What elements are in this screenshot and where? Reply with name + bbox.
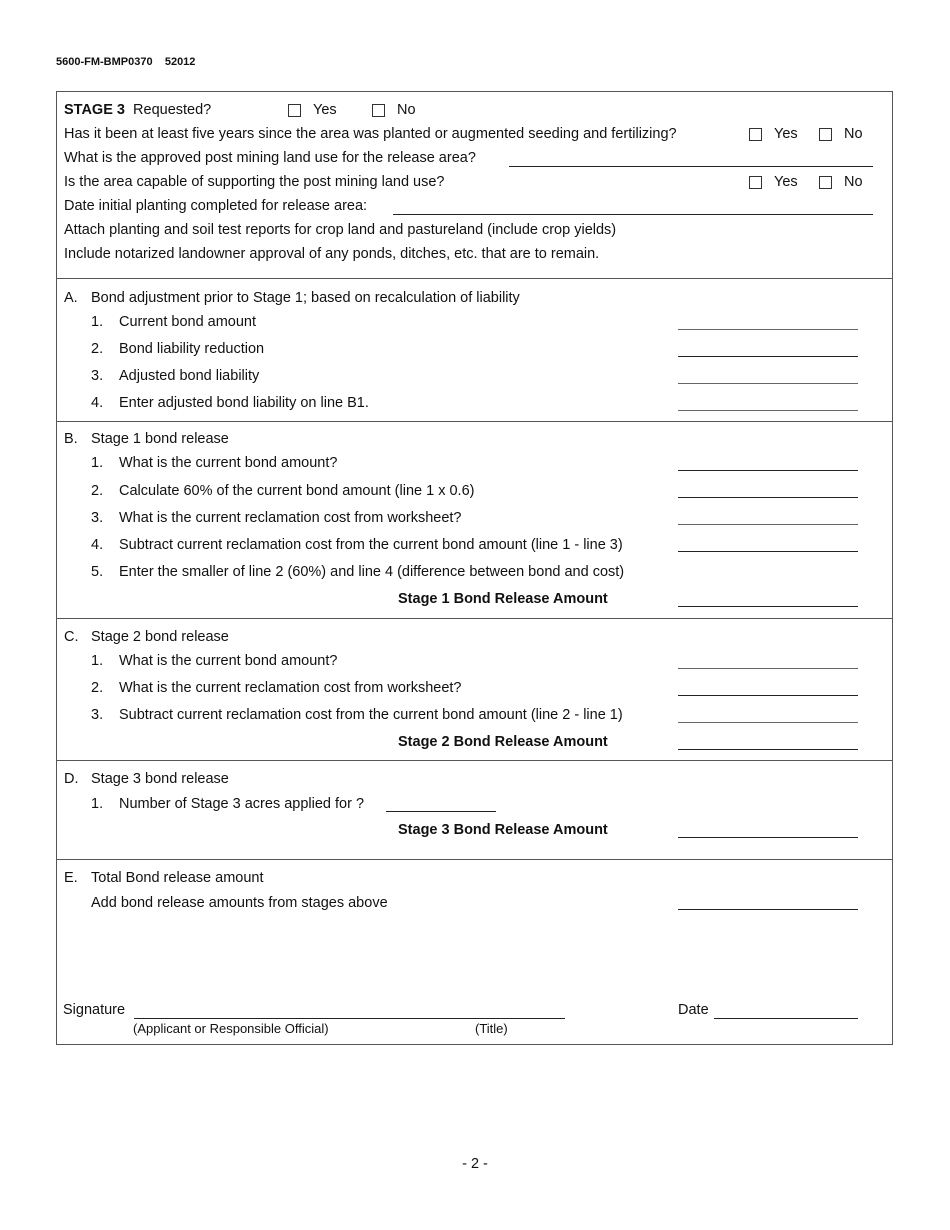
five-years-yes-checkbox[interactable] — [749, 128, 762, 141]
divider — [56, 421, 893, 422]
section-e-letter: E. — [64, 870, 78, 886]
a3-text: Adjusted bond liability — [119, 368, 260, 384]
date-field[interactable] — [714, 1018, 858, 1019]
attach-reports-note: Attach planting and soil test reports for crop land and pastureland (include crop yields) — [64, 222, 617, 238]
b3-num: 3. — [91, 510, 104, 526]
c1-text: What is the current bond amount? — [119, 653, 338, 669]
section-a-title: Bond adjustment prior to Stage 1; based on recalculation of liability — [91, 290, 520, 306]
section-c-letter: C. — [64, 629, 79, 645]
capable-no-label: No — [844, 174, 863, 190]
a1-num: 1. — [91, 314, 104, 330]
c3-field[interactable] — [678, 722, 858, 723]
a1-text: Current bond amount — [119, 314, 257, 330]
stage3-release-field[interactable] — [678, 837, 858, 838]
b3-text: What is the current reclamation cost from worksheet? — [119, 510, 462, 526]
form-number: 5600-FM-BMP0370 — [56, 56, 153, 68]
signature-field[interactable] — [134, 1018, 565, 1019]
a4-text: Enter adjusted bond liability on line B1. — [119, 395, 369, 411]
landowner-approval-note: Include notarized landowner approval of any ponds, ditches, etc. that are to remain. — [64, 246, 600, 262]
a3-field[interactable] — [678, 383, 858, 384]
b5-text: Enter the smaller of line 2 (60%) and line 4 (difference between bond and cost) — [119, 564, 625, 580]
date-label: Date — [678, 1002, 709, 1018]
section-b-letter: B. — [64, 431, 78, 447]
signature-label: Signature — [63, 1002, 126, 1018]
divider — [56, 859, 893, 860]
section-d-title: Stage 3 bond release — [91, 771, 229, 787]
stage1-release-field[interactable] — [678, 606, 858, 607]
stage3-release-label: Stage 3 Bond Release Amount — [398, 822, 608, 838]
capable-yes-checkbox[interactable] — [749, 176, 762, 189]
b2-text: Calculate 60% of the current bond amount (line 1 x 0.6) — [119, 483, 475, 499]
five-years-no-checkbox[interactable] — [819, 128, 832, 141]
divider — [56, 618, 893, 619]
total-release-field[interactable] — [678, 909, 858, 910]
stage1-release-label: Stage 1 Bond Release Amount — [398, 591, 608, 607]
c2-field[interactable] — [678, 695, 858, 696]
stage2-release-field[interactable] — [678, 749, 858, 750]
a2-num: 2. — [91, 341, 104, 357]
b4-field[interactable] — [678, 551, 858, 552]
c3-num: 3. — [91, 707, 104, 723]
divider — [56, 760, 893, 761]
d1-num: 1. — [91, 796, 104, 812]
b4-text: Subtract current reclamation cost from the current bond amount (line 1 - line 3) — [119, 537, 623, 553]
section-e-text: Add bond release amounts from stages above — [91, 895, 388, 911]
section-a-letter: A. — [64, 290, 78, 306]
c3-text: Subtract current reclamation cost from the current bond amount (line 2 - line 1) — [119, 707, 623, 723]
c1-field[interactable] — [678, 668, 858, 669]
a2-field[interactable] — [678, 356, 858, 357]
form-code: 52012 — [164, 56, 196, 68]
a4-num: 4. — [91, 395, 104, 411]
b1-num: 1. — [91, 455, 104, 471]
section-b-title: Stage 1 bond release — [91, 431, 229, 447]
land-use-question: What is the approved post mining land use for the release area? — [64, 150, 476, 166]
b1-text: What is the current bond amount? — [119, 455, 338, 471]
b5-num: 5. — [91, 564, 104, 580]
section-c-title: Stage 2 bond release — [91, 629, 229, 645]
planting-date-field[interactable] — [393, 214, 873, 215]
land-use-field[interactable] — [509, 166, 873, 167]
a3-num: 3. — [91, 368, 104, 384]
requested-yes-checkbox[interactable] — [288, 104, 301, 117]
planting-date-question: Date initial planting completed for release area: — [64, 198, 368, 214]
b1-field[interactable] — [678, 470, 858, 471]
stage3-heading — [64, 102, 211, 118]
capable-yes-label: Yes — [774, 174, 798, 190]
capable-question: Is the area capable of supporting the post mining land use? — [64, 174, 445, 190]
b2-num: 2. — [91, 483, 104, 499]
section-e-title: Total Bond release amount — [91, 870, 264, 886]
five-years-question: Has it been at least five years since the area was planted or augmented seeding and fertilizing? — [64, 126, 677, 142]
five-years-yes-label: Yes — [774, 126, 798, 142]
a1-field[interactable] — [678, 329, 858, 330]
d1-text: Number of Stage 3 acres applied for ? — [119, 796, 365, 812]
b4-num: 4. — [91, 537, 104, 553]
b3-field[interactable] — [678, 524, 858, 525]
five-years-no-label: No — [844, 126, 863, 142]
c1-num: 1. — [91, 653, 104, 669]
c2-num: 2. — [91, 680, 104, 696]
applicant-caption: (Applicant or Responsible Official) — [133, 1021, 329, 1036]
c2-text: What is the current reclamation cost from worksheet? — [119, 680, 462, 696]
stage2-release-label: Stage 2 Bond Release Amount — [398, 734, 608, 750]
form-id — [56, 56, 195, 68]
capable-no-checkbox[interactable] — [819, 176, 832, 189]
divider — [56, 278, 893, 279]
title-caption: (Title) — [475, 1021, 508, 1036]
a2-text: Bond liability reduction — [119, 341, 265, 357]
stage3-requested-label: Requested? — [133, 102, 212, 118]
requested-no-label: No — [397, 102, 416, 118]
page-number: - 2 - — [462, 1156, 488, 1172]
requested-yes-label: Yes — [313, 102, 337, 118]
requested-no-checkbox[interactable] — [372, 104, 385, 117]
b2-field[interactable] — [678, 497, 858, 498]
stage3-title: STAGE 3 — [64, 102, 125, 118]
stage3-acres-field[interactable] — [386, 811, 496, 812]
section-d-letter: D. — [64, 771, 79, 787]
a4-field[interactable] — [678, 410, 858, 411]
